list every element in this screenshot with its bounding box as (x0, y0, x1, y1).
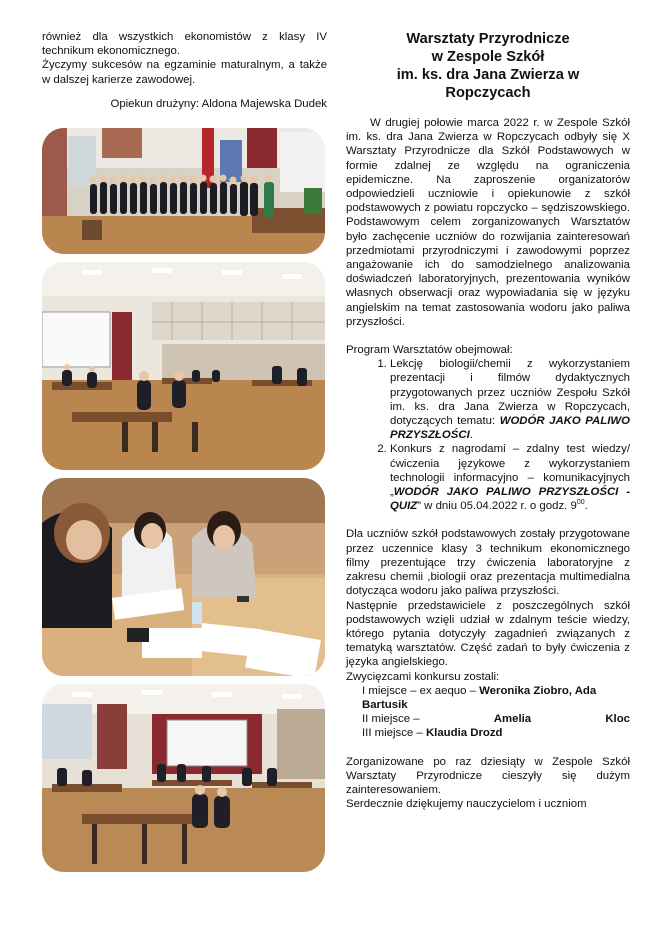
article-title-line-3: im. ks. dra Jana Zwierza w (396, 67, 580, 83)
place3-name: Klaudia Drozd (425, 727, 503, 740)
article-intro: W drugiej połowie marca 2022 r. w Zespole Szkół im. ks. dra Jana Zwierza w Ropczycach odbyły się X Warsztaty Przyrodnicze dla Szkół Podstawowych w formie zdalnej ze względu na ograniczenia epidemiczne. Na zaproszenie organizatorów odpowiedzieli uczniowie i opiekunowie z szkół podstawowych z powiatu ropczycko – sędziszowskiego. Podstawowym celem zorganizowanych Warsztatów było zachęcenie uczniów do rozwijania zainteresowań przedmiotami przyrodniczymi i zawodowymi poprzez angażowanie ich do samodzielnego analizowania doświadczeń laboratoryjnych, prezentowania wyników własnych obserwacji oraz wypowiadania się w języku angielskim na temat zastosowania wodoru jako paliwa przyszłości. (346, 117, 630, 328)
program-item-2 (390, 442, 630, 513)
team-supervisor-signature: Opiekun drużyny: Aldona Majewska Dudek (110, 97, 327, 110)
program-item-1 (390, 357, 630, 442)
program-item-2-minutes: 00 (576, 499, 585, 507)
program-item-2-topic: WODÓR JAKO PALIWO PRZYSZŁOŚCI - QUIZ (390, 486, 630, 513)
program-item-2-date: ” w dniu 05.04.2022 r. o godz. 9 (417, 500, 577, 513)
program-item-1-text: Lekcję biologii/chemii z wykorzystaniem prezentacji i filmów dydaktycznych przygotowanych przez uczniów Zespołu Szkół im. ks. dra Jana Zwierza w Ropczycach, dotyczących tematu: (390, 358, 630, 428)
program-item-2-end: . (584, 500, 588, 513)
winners-heading: Zwycięzcami konkursu zostali: (346, 670, 500, 683)
program-heading: Program Warsztatów obejmował: (346, 344, 513, 357)
paragraph-films: Dla uczniów szkół podstawowych zostały przygotowane przez uczennice klasy 3 technikum ekonomicznego filmy prezentujące trzy ćwiczenia laboratoryjne z zakresu chemii ,biologii oraz prezentacja multimedialna dotycząca wodoru jako paliwa przyszłości. (346, 528, 630, 598)
place3-label: III miejsce – (362, 727, 426, 740)
left-paragraph-1: również dla wszystkich ekonomistów z klasy IV technikum ekonomicznego. (42, 31, 327, 58)
left-paragraph-2: Życzymy sukcesów na egzaminie maturalnym, a także w dalszej karierze zawodowej. (42, 59, 327, 86)
students-desk-photo (42, 478, 325, 676)
place1-label: I miejsce – ex aequo – (362, 684, 480, 697)
article-title (346, 30, 630, 102)
closing-paragraph-2: Serdecznie dziękujemy nauczycielom i uczniom (346, 798, 587, 811)
winner-third-place (362, 726, 630, 740)
place1-names: Weronika Ziobro, Ada Bartusik (362, 684, 597, 711)
winner-first-place (362, 684, 630, 712)
hall-photo (42, 262, 325, 470)
winners-list (362, 684, 630, 741)
closing-paragraph-1: Zorganizowane po raz dziesiąty w Zespole Szkół Warsztaty Przyrodnicze cieszyły się dużym zainteresowaniem. (346, 755, 630, 796)
program-item-2-text: Konkurs z nagrodami – zdalny test wiedzy/ćwiczenia językowe z wykorzystaniem technologii informacyjno – komunikacyjnych „ (390, 443, 630, 499)
left-column (42, 30, 327, 111)
article-title-line-1: Warsztaty Przyrodnicze (406, 31, 570, 47)
article-title-line-4: Ropczycach (445, 85, 531, 101)
hall-wide-photo (42, 684, 325, 872)
program-item-1-topic: WODÓR JAKO PALIWO PRZYSZŁOŚCI (390, 415, 630, 442)
group-photo (42, 128, 325, 254)
winner-second-place (362, 712, 630, 726)
place2-name-last: Kloc (605, 713, 630, 726)
paragraph-test: Następnie przedstawiciele z poszczególnych szkół podstawowych wzięli udział w zdalnym teście wiedzy, którego pytania dotyczyły zagadnień związanych z tematyką warsztatów. Część zadań to były ćwiczenia z języka angielskiego. (346, 599, 630, 669)
program-item-1-end: . (469, 429, 473, 442)
program-list (370, 357, 630, 513)
place2-label: II miejsce – (362, 713, 420, 726)
place2-name-first: Amelia (493, 713, 532, 726)
article-column (346, 30, 630, 811)
article-title-line-2: w Zespole Szkół (431, 49, 545, 65)
